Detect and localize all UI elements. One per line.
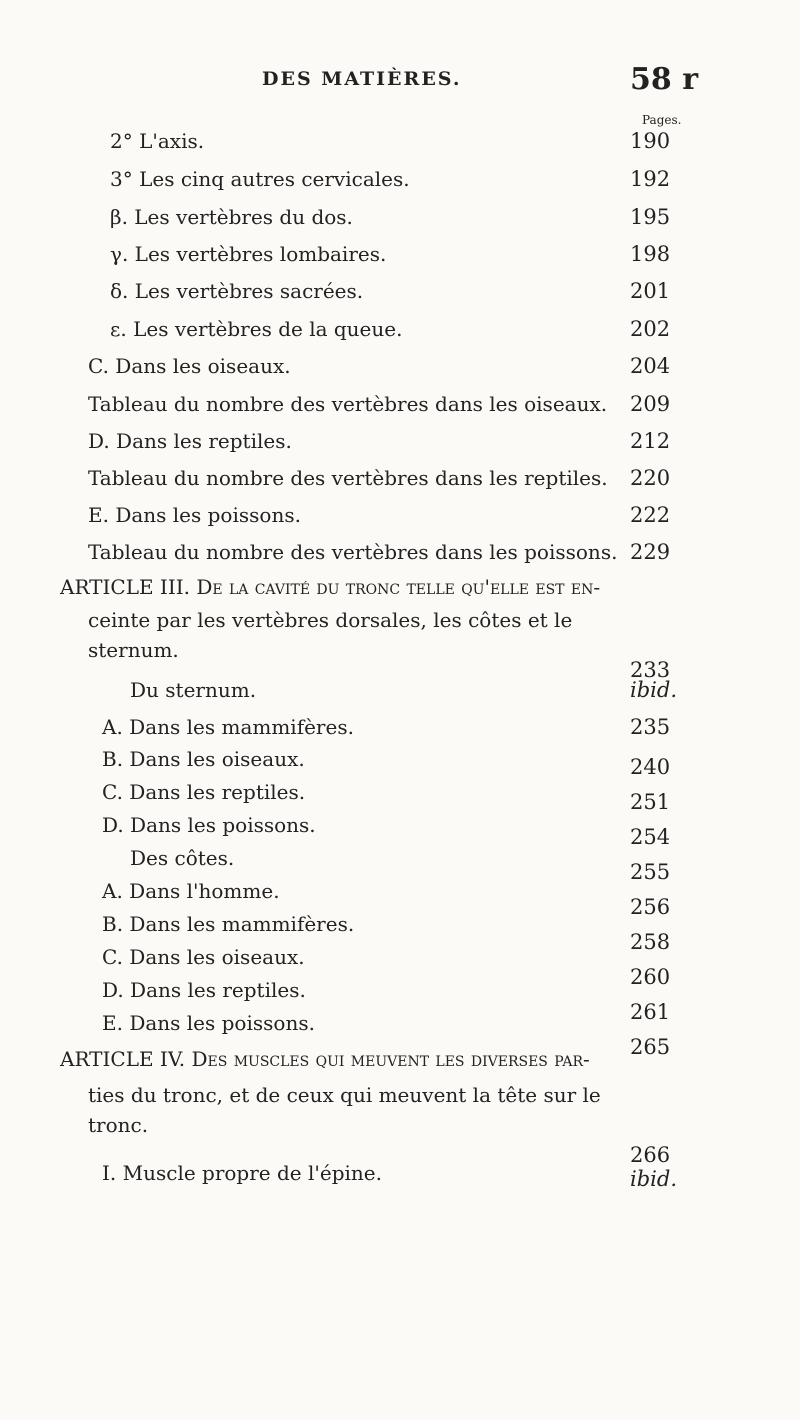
toc-entry <box>0 314 800 354</box>
entry-page: 209 <box>630 392 671 416</box>
entry-page: 266 <box>630 1143 671 1167</box>
entry-page: 212 <box>630 429 671 453</box>
entry-text: Tableau du nombre des vertèbres dans les reptiles. <box>88 466 608 490</box>
entry-page: 258 <box>630 930 671 954</box>
entry-page: 229 <box>630 540 671 564</box>
entry-page: 255 <box>630 860 671 884</box>
running-title: DES MATIÈRES. <box>262 68 462 90</box>
entry-text: D. Dans les reptiles. <box>88 429 292 453</box>
entry-text: Des côtes. <box>130 846 235 870</box>
entry-text: B. Dans les mammifères. <box>102 912 355 936</box>
entry-text: E. Dans les poissons. <box>88 503 301 527</box>
entry-text: Du sternum. <box>130 678 257 702</box>
entry-text: ARTICLE III. De la cavité du tronc telle qu'elle est en- <box>60 575 601 599</box>
entry-page: 202 <box>630 317 671 341</box>
toc-entry <box>0 1044 800 1084</box>
entry-text: D. Dans les reptiles. <box>102 978 306 1002</box>
entry-page: 260 <box>630 965 671 989</box>
entry-page: 240 <box>630 755 671 779</box>
page-number: 58 r <box>630 62 698 97</box>
toc-entry <box>0 1110 800 1167</box>
entry-page: 222 <box>630 503 671 527</box>
toc-entry <box>0 276 800 316</box>
toc-entry <box>0 1158 800 1198</box>
entry-page: 254 <box>630 825 671 849</box>
entry-page: 198 <box>630 242 671 266</box>
entry-text: ties du tronc, et de ceux qui meuvent la tête sur le <box>88 1083 601 1107</box>
entry-page: 265 <box>630 1035 671 1059</box>
entry-text: sternum. <box>88 638 179 662</box>
toc-entry <box>0 463 800 503</box>
entry-page: 192 <box>630 167 671 191</box>
entry-page: 201 <box>630 279 671 303</box>
toc-entry <box>0 675 800 715</box>
pages-column-label: Pages. <box>642 113 682 127</box>
entry-page: 190 <box>630 129 671 153</box>
entry-text: 2° L'axis. <box>110 129 205 153</box>
entry-text: A. Dans les mammifères. <box>102 715 354 739</box>
entry-page: 204 <box>630 354 671 378</box>
entry-text: A. Dans l'homme. <box>102 879 280 903</box>
entry-text: B. Dans les oiseaux. <box>102 747 305 771</box>
entry-text: γ. Les vertèbres lombaires. <box>110 242 387 266</box>
entry-text: Tableau du nombre des vertèbres dans les poissons. <box>88 540 618 564</box>
entry-text: ARTICLE IV. Des muscles qui meuvent les diverses par- <box>60 1047 590 1071</box>
entry-page: 251 <box>630 790 671 814</box>
entry-text: C. Dans les oiseaux. <box>88 354 291 378</box>
entry-page: 261 <box>630 1000 671 1024</box>
entry-text: ceinte par les vertèbres dorsales, les côtes et le <box>88 608 573 632</box>
entry-text: D. Dans les poissons. <box>102 813 316 837</box>
toc-entry <box>0 164 800 204</box>
toc-entry <box>0 239 800 279</box>
entry-text: C. Dans les oiseaux. <box>102 945 305 969</box>
entry-text: I. Muscle propre de l'épine. <box>102 1161 382 1185</box>
toc-entry <box>0 537 800 577</box>
toc-entry <box>0 635 800 682</box>
entry-text: tronc. <box>88 1113 149 1137</box>
toc-entry <box>0 202 800 242</box>
entry-text: δ. Les vertèbres sacrées. <box>110 279 364 303</box>
entry-page: 235 <box>630 715 671 739</box>
entry-page: 233 <box>630 658 671 682</box>
entry-text: 3° Les cinq autres cervicales. <box>110 167 410 191</box>
entry-text: ε. Les vertèbres de la queue. <box>110 317 403 341</box>
entry-page: 256 <box>630 895 671 919</box>
entry-page: ibid. <box>630 1167 677 1191</box>
entry-text: β. Les vertèbres du dos. <box>110 205 353 229</box>
entry-text: C. Dans les reptiles. <box>102 780 306 804</box>
entry-page: 220 <box>630 466 671 490</box>
toc-entry <box>0 126 800 166</box>
toc-entry <box>0 426 800 466</box>
toc-entry <box>0 389 800 429</box>
entry-text: Tableau du nombre des vertèbres dans les oiseaux. <box>88 392 608 416</box>
entry-page: 195 <box>630 205 671 229</box>
entry-text: E. Dans les poissons. <box>102 1011 315 1035</box>
toc-entry <box>0 500 800 540</box>
entry-page: ibid. <box>630 678 677 702</box>
toc-entry <box>0 351 800 391</box>
